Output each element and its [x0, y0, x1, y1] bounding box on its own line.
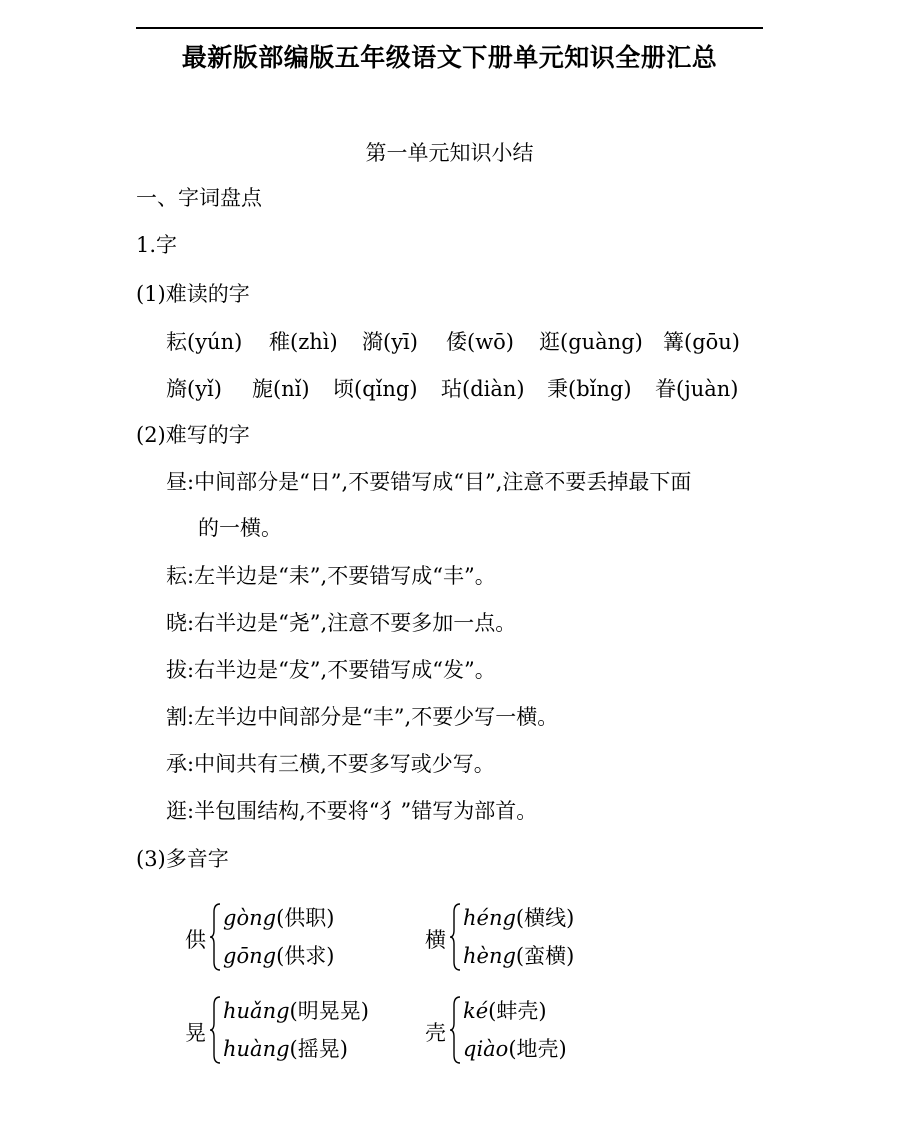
unit-title: 第一单元知识小结	[365, 141, 534, 165]
hard-read-item: 眷(juàn)	[655, 377, 739, 401]
pinyin: hèng	[463, 944, 516, 968]
hard-read-item: 逛(guàng)	[539, 330, 643, 354]
hard-write-item: 逛:半包围结构,不要将“犭”错写为部首。	[166, 799, 538, 823]
example-word: (蚌壳)	[488, 999, 547, 1023]
pinyin: gòng	[223, 906, 277, 930]
part-heading-hard-read: (1)难读的字	[136, 282, 250, 306]
pinyin: qiào	[463, 1037, 509, 1061]
hard-read-item: 篝(gōu)	[663, 330, 740, 354]
document-title: 最新版部编版五年级语文下册单元知识全册汇总	[181, 43, 718, 72]
hard-read-item: 倭(wō)	[446, 330, 515, 354]
example-word: (地壳)	[508, 1037, 567, 1061]
hard-write-item: 割:左半边中间部分是“丰”,不要少写一横。	[166, 705, 559, 729]
hard-write-item: 承:中间共有三横,不要多写或少写。	[166, 752, 495, 776]
brace-icon	[209, 995, 221, 1065]
pinyin: héng	[463, 906, 516, 930]
pinyin: huǎng	[223, 999, 290, 1023]
hard-read-item: 耘(yún)	[166, 330, 243, 354]
subsection-heading: 1.字	[136, 233, 178, 257]
example-word: (供职)	[276, 906, 335, 930]
hard-read-item: 稚(zhì)	[269, 330, 338, 354]
hard-read-item: 顷(qǐng)	[333, 377, 418, 401]
pinyin: huàng	[223, 1037, 290, 1061]
hard-write-item: 耘:左半边是“耒”,不要错写成“丰”。	[166, 564, 496, 588]
hard-write-item: 晓:右半边是“尧”,注意不要多加一点。	[166, 611, 517, 635]
pinyin: ké	[463, 999, 489, 1023]
hard-read-item: 玷(diàn)	[441, 377, 525, 401]
top-rule	[136, 27, 763, 29]
pinyin: gōng	[223, 944, 277, 968]
hard-write-item: 昼:中间部分是“日”,不要错写成“目”,注意不要丢掉最下面	[166, 470, 692, 494]
brace-icon	[449, 995, 461, 1065]
brace-icon	[209, 902, 221, 972]
hard-read-item: 秉(bǐng)	[547, 377, 632, 401]
hard-read-item: 旖(yǐ)	[166, 377, 222, 401]
example-word: (明晃晃)	[289, 999, 369, 1023]
polyphone-char: 晃	[185, 1021, 206, 1045]
part-heading-hard-write: (2)难写的字	[136, 423, 250, 447]
example-word: (供求)	[276, 944, 335, 968]
polyphone-char: 壳	[425, 1021, 446, 1045]
part-heading-polyphones: (3)多音字	[136, 847, 229, 871]
hard-write-item: 拔:右半边是“犮”,不要错写成“发”。	[166, 658, 496, 682]
hard-read-item: 旎(nǐ)	[252, 377, 310, 401]
polyphone-char: 供	[185, 928, 206, 952]
brace-icon	[449, 902, 461, 972]
example-word: (蛮横)	[515, 944, 575, 968]
example-word: (横线)	[515, 906, 575, 930]
hard-read-item: 漪(yī)	[362, 330, 418, 354]
polyphone-char: 横	[425, 928, 446, 952]
section-heading: 一、字词盘点	[136, 186, 262, 210]
hard-write-item-continued: 的一横。	[198, 516, 282, 540]
example-word: (摇晃)	[289, 1037, 348, 1061]
